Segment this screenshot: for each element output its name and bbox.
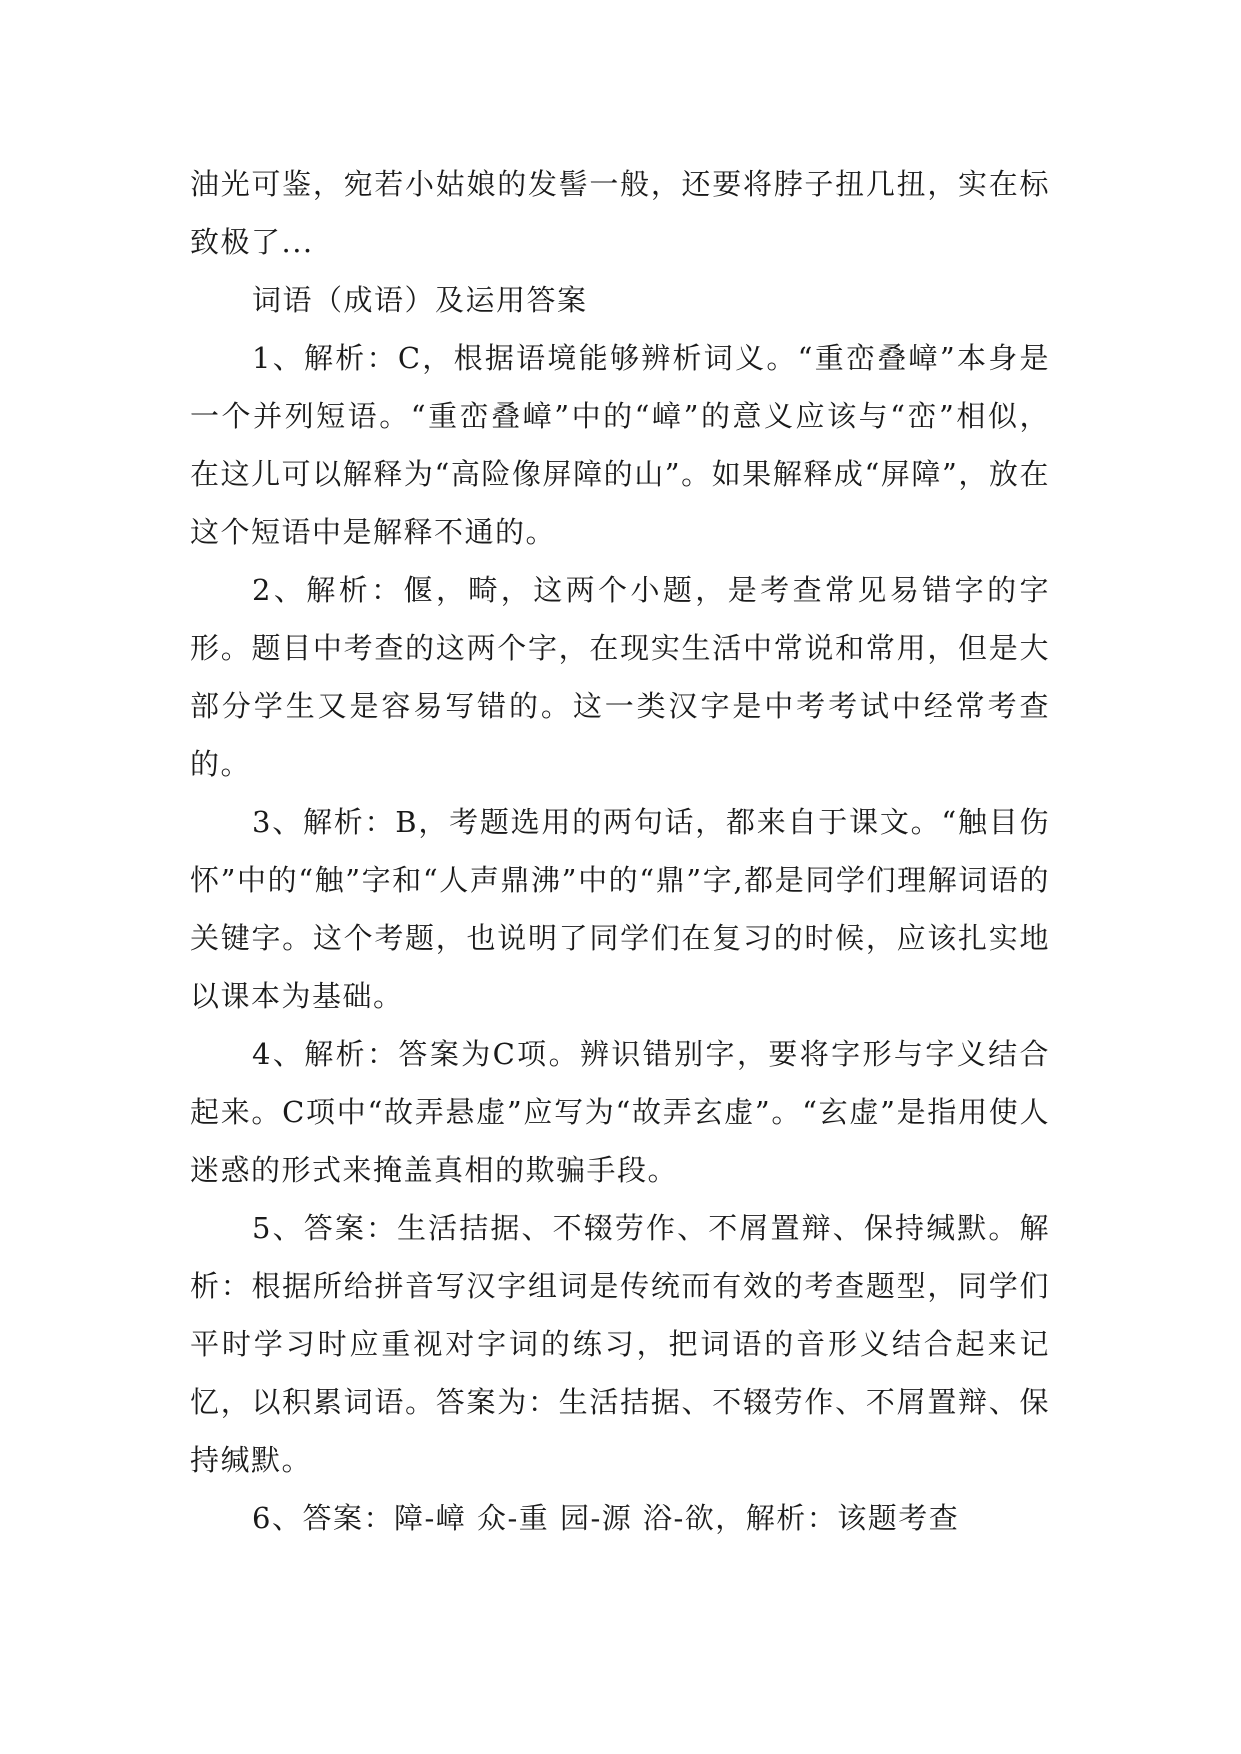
- continuation-paragraph: 油光可鉴，宛若小姑娘的发髻一般，还要将脖子扭几扭，实在标致极了...: [190, 167, 1050, 259]
- section-heading: 词语（成语）及运用答案: [252, 283, 588, 317]
- answer-paragraph-3: 3、解析：B，考题选用的两句话，都来自于课文。“触目伤怀”中的“触”字和“人声鼎沸”中的“鼎”字,都是同学们理解词语的关键字。这个考题，也说明了同学们在复习的时候，应该扎实地以课本为基础。: [190, 805, 1050, 1013]
- answer-paragraph-2: 2、解析：偃，畸，这两个小题，是考查常见易错字的字形。题目中考查的这两个字，在现实生活中常说和常用，但是大部分学生又是容易写错的。这一类汉字是中考考试中经常考查的。: [190, 573, 1050, 781]
- answer-paragraph-1: 1、解析：C，根据语境能够辨析词义。“重峦叠嶂”本身是一个并列短语。“重峦叠嶂”中的“嶂”的意义应该与“峦”相似，在这儿可以解释为“高险像屏障的山”。如果解释成“屏障”，放在这个短语中是解释不通的。: [190, 341, 1050, 549]
- answer-paragraph-6: 6、答案：障-嶂 众-重 园-源 浴-欲，解析：该题考查: [252, 1501, 960, 1535]
- answer-paragraph-5: 5、答案：生活拮据、不辍劳作、不屑置辩、保持缄默。解析：根据所给拼音写汉字组词是传统而有效的考查题型，同学们平时学习时应重视对字词的练习，把词语的音形义结合起来记忆，以积累词语。答案为：生活拮据、不辍劳作、不屑置辩、保持缄默。: [190, 1211, 1050, 1477]
- answer-paragraph-4: 4、解析：答案为C项。辨识错别字，要将字形与字义结合起来。C项中“故弄悬虚”应写为“故弄玄虚”。“玄虚”是指用使人迷惑的形式来掩盖真相的欺骗手段。: [190, 1037, 1050, 1187]
- document-body: [190, 155, 1050, 1547]
